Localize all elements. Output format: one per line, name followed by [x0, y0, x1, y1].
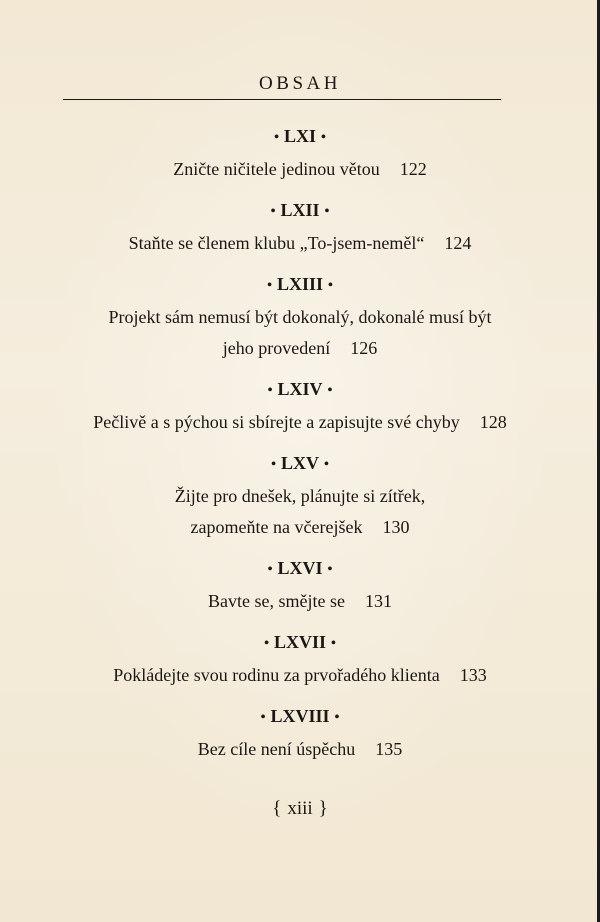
- table-of-contents: [40, 124, 560, 765]
- chapter-title: [40, 302, 560, 364]
- bullet-left: •: [274, 130, 279, 145]
- chapter-title-text: Staňte se členem klubu „To-jsem-neměl“: [128, 233, 425, 253]
- chapter-title: [40, 407, 560, 438]
- bullet-left: •: [271, 457, 276, 472]
- toc-entry: [40, 272, 560, 364]
- footer-page-number: xiii: [287, 798, 313, 819]
- chapter-numeral: LXVIII: [270, 706, 330, 726]
- footer-open-brace: {: [272, 798, 282, 819]
- toc-entry: [40, 704, 560, 765]
- chapter-title-continuation: zapomeňte na včerejšek: [190, 517, 363, 537]
- chapter-numeral: LXI: [283, 126, 316, 146]
- chapter-numeral: LXIV: [277, 379, 323, 399]
- chapter-numeral: LXVII: [273, 632, 326, 652]
- chapter-number: [40, 272, 560, 296]
- bullet-right: •: [324, 204, 330, 219]
- bullet-right: •: [327, 562, 333, 577]
- bullet-left: •: [267, 278, 272, 293]
- bullet-left: •: [270, 204, 276, 219]
- chapter-number: [40, 630, 560, 654]
- chapter-title-text: Pečlivě a s pýchou si sbírejte a zapisujte své chyby: [93, 412, 460, 432]
- chapter-title: [40, 734, 560, 765]
- chapter-number: [40, 124, 560, 148]
- toc-entry: [40, 451, 560, 543]
- bullet-left: •: [264, 636, 269, 651]
- toc-entry: [40, 198, 560, 259]
- chapter-page-number: 133: [459, 665, 487, 685]
- chapter-number: [40, 556, 560, 580]
- chapter-title-text: Bez cíle není úspěchu: [197, 739, 356, 759]
- chapter-number: [40, 451, 560, 475]
- chapter-numeral: LXVI: [277, 558, 323, 578]
- chapter-number: [40, 704, 560, 728]
- bullet-left: •: [260, 710, 266, 725]
- chapter-page-number: 130: [382, 517, 410, 537]
- page-footer: [0, 796, 600, 822]
- bullet-right: •: [324, 457, 329, 472]
- toc-entry: [40, 377, 560, 438]
- bullet-right: •: [321, 130, 326, 145]
- header-divider: [63, 99, 501, 100]
- chapter-number: [40, 198, 560, 222]
- bullet-right: •: [328, 278, 333, 293]
- chapter-title-continuation: jeho provedení: [222, 338, 331, 358]
- chapter-title-text: Žijte pro dnešek, plánujte si zítřek,: [174, 486, 426, 506]
- chapter-title: [40, 481, 560, 543]
- chapter-page-number: 128: [479, 412, 507, 432]
- chapter-title: [40, 586, 560, 617]
- chapter-title-line2: [40, 512, 560, 543]
- toc-entry: [40, 630, 560, 691]
- chapter-numeral: LXIII: [276, 274, 324, 294]
- chapter-numeral: LXV: [280, 453, 319, 473]
- chapter-title-text: Projekt sám nemusí být dokonalý, dokonalé musí být: [108, 307, 492, 327]
- footer-close-brace: }: [318, 798, 328, 819]
- chapter-title-line2: [40, 333, 560, 364]
- bullet-right: •: [334, 710, 340, 725]
- chapter-page-number: 135: [375, 739, 403, 759]
- chapter-page-number: 124: [444, 233, 472, 253]
- bullet-left: •: [267, 383, 273, 398]
- chapter-title: [40, 228, 560, 259]
- chapter-title: [40, 154, 560, 185]
- chapter-page-number: 126: [350, 338, 378, 358]
- chapter-page-number: 122: [399, 159, 427, 179]
- toc-entry: [40, 556, 560, 617]
- toc-entry: [40, 124, 560, 185]
- chapter-number: [40, 377, 560, 401]
- chapter-title-text: Bavte se, smějte se: [208, 591, 345, 611]
- chapter-title-text: Pokládejte svou rodinu za prvořadého klienta: [113, 665, 440, 685]
- bullet-right: •: [327, 383, 333, 398]
- page-title: OBSAH: [259, 73, 341, 94]
- chapter-title-text: Zničte ničitele jedinou větou: [173, 159, 380, 179]
- chapter-title: [40, 660, 560, 691]
- chapter-numeral: LXII: [280, 200, 320, 220]
- chapter-page-number: 131: [364, 591, 392, 611]
- bullet-right: •: [331, 636, 336, 651]
- bullet-left: •: [267, 562, 273, 577]
